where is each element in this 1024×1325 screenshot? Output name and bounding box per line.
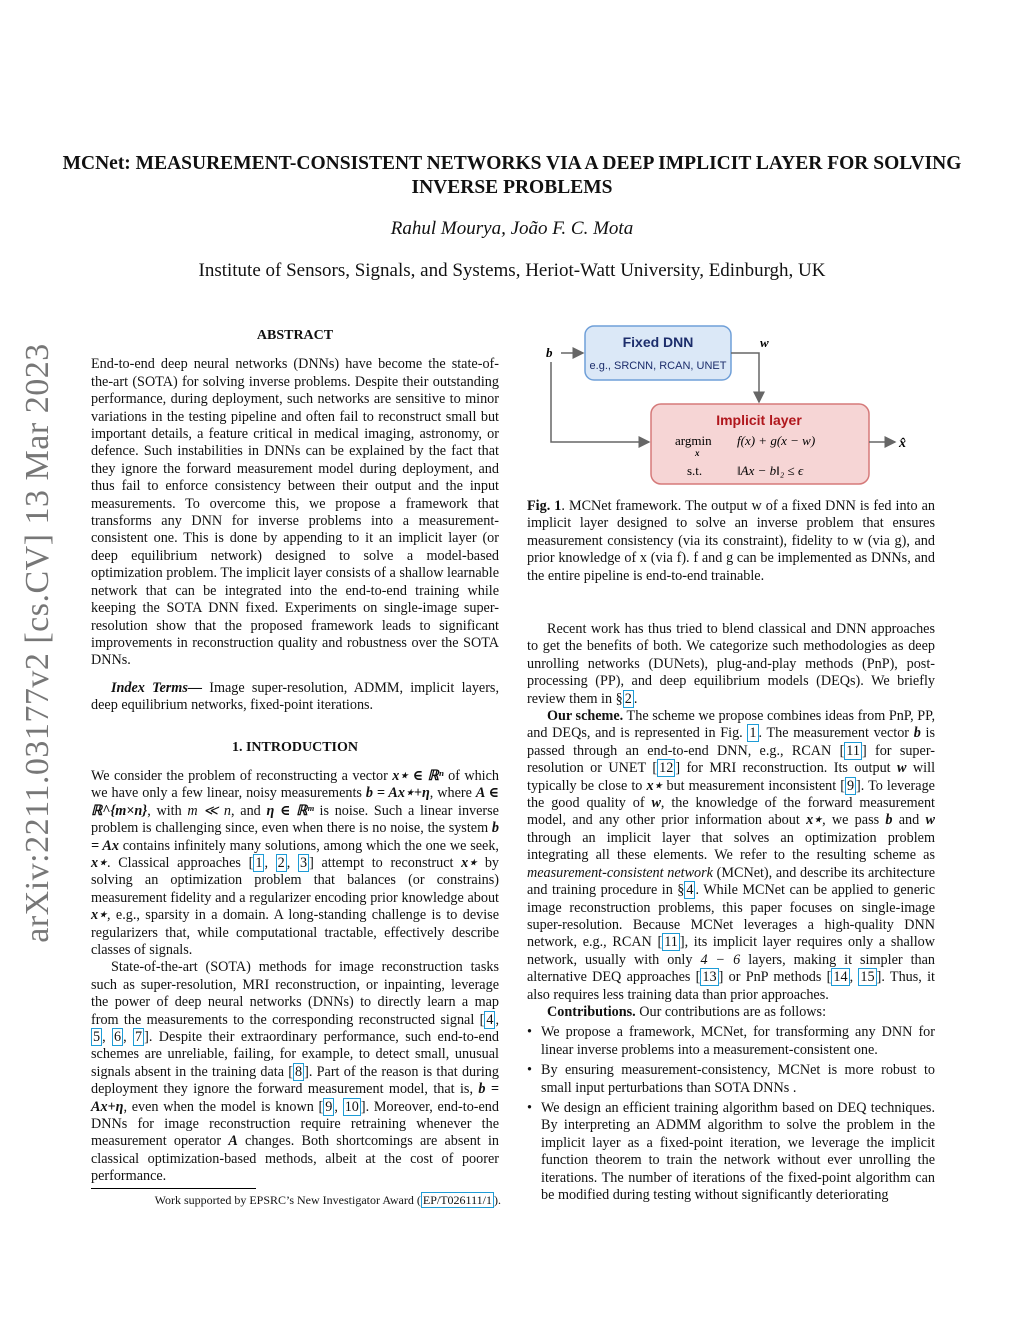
emphasis-term: measurement-consistent network: [527, 864, 713, 881]
intro-paragraph-1: We consider the problem of reconstructing a vector x⋆ ∈ ℝⁿ of which we have only a few linear, noisy measurements b = Ax⋆+η, where A ∈ ℝ^{m×n}, with m ≪ n, and η ∈ ℝᵐ is noise. Such a linear inverse problem is challenging since, even when there is no noise, the system b = Ax contains infinitely many solutions, among which the one we seek, x⋆. Classical approaches [ 1 , 2 , 3 ] attempt to reconstruct x⋆ by solving an optimization problem that balances (or constrains) measurement fidelity and a regularizer encoding prior knowledge about x⋆, e.g., sparsity in a domain. A long-standing challenge is to devise regularizers that, while computational tractable, effectively describe classes of signals.: [91, 767, 500, 958]
argmin-label: argmin: [675, 433, 712, 448]
paper-title: MCNet: MEASUREMENT-CONSISTENT NETWORKS VIA A DEEP IMPLICIT LAYER FOR SOLVING INVERSE PROBLEMS: [62, 153, 962, 198]
citation-link[interactable]: 8: [295, 1063, 303, 1080]
citation-link[interactable]: 7: [135, 1029, 143, 1046]
figure-caption-label: Fig. 1: [527, 498, 562, 514]
index-terms-text: Image super-resolution, ADMM, implicit layers, deep equilibrium networks, fixed-point iterations.: [91, 679, 499, 714]
affiliation: Institute of Sensors, Signals, and Systems, Heriot-Watt University, Edinburgh, UK: [198, 260, 826, 281]
math-inline: b = Ax⋆+η: [365, 785, 430, 802]
abstract-heading: ABSTRACT: [256, 328, 334, 343]
math-inline: m ≪ n: [187, 802, 232, 819]
index-terms: [91, 680, 499, 715]
math-inline: x⋆: [806, 812, 823, 829]
math-inline: x⋆: [646, 777, 663, 794]
authors: Rahul Mourya, João F. C. Mota: [390, 218, 634, 239]
implicit-layer-title: Implicit layer: [716, 412, 802, 428]
math-inline: η ∈ ℝᵐ: [266, 802, 314, 819]
math-inline: A: [228, 1133, 238, 1150]
intro-paragraph-2: State-of-the-art (SOTA) methods for image reconstruction tasks such as super-resolution, MRI reconstruction, or inpainting, leverage the power of deep neural networks (DNNs) to directly learn a map from the measurements to the corresponding reconstructed signal [ 4 , 5 , 6 , 7 ]. Despite their extraordinary performance, such end-to-end schemes are unreliable, failing, for example, to detect small, unusual signals absent in the training data [ 8 ]. Part of the reason is that during deployment they ignore the forward measurement model, that is, b = Ax+η, even when the model is known [ 9 , 10 ]. Moreover, end-to-end DNNs for image reconstruction require retraining whenever the measurement operator A changes. Both shortcomings are absent in classical optimization-based methods, albeit at the cost of poorer performance.: [91, 959, 500, 1185]
section-link[interactable]: 4: [686, 882, 694, 899]
citation-link[interactable]: 11: [664, 934, 678, 951]
math-inline: A ∈ ℝ^{m×n}: [91, 785, 499, 819]
math-inline: x⋆: [461, 854, 478, 871]
mcnet-framework-figure: [527, 318, 937, 490]
abstract-text: End-to-end deep neural networks (DNNs) have become the state-of-the-art (SOTA) for solving inverse problems. Despite their outstanding performance, during deployment, such networks are sensitive to minor variations in the testing pipeline and often fail to reconstruct small but important details, a feature critical in medical imaging, astronomy, or defence. Such instabilities in DNNs can be explained by the fact that they ignore the forward measurement model during deployment, and thus fail to enforce consistency between their output and the input measurements. To overcome this, we propose a framework that transforms any DNN for inverse problems into a measurement-consistent one. This is done by appending to it an implicit layer (or deep equilibrium network) designed to solve a model-based optimization problem. The implicit layer consists of a shallow learnable network that can be integrated into the end-to-end training while keeping the SOTA DNN fixed. Experiments on single-image super-resolution show that the proposed framework leads to significant improvements in reconstruction quality and robustness over the SOTA DNNs.: [91, 356, 499, 669]
index-terms-label: Index Terms—: [111, 679, 203, 696]
section-link[interactable]: 2: [624, 690, 632, 707]
citation-link[interactable]: 15: [860, 969, 875, 986]
math-inline: x⋆ ∈ ℝⁿ: [392, 767, 444, 784]
citation-link[interactable]: 9: [325, 1098, 333, 1115]
fixed-dnn-examples: e.g., SRCNN, RCAN, UNET: [589, 360, 727, 372]
fixed-dnn-title: Fixed DNN: [622, 334, 694, 350]
figure-caption: [527, 498, 935, 585]
footnote-rule: [91, 1188, 256, 1189]
math-inline: w: [897, 760, 907, 777]
right-paragraph-scheme: Our scheme. The scheme we propose combines ideas from PnP, PP, and DEQs, and is represented in Fig. 1 . The measurement vector b is passed through an end-to-end DNN, e.g., RCAN [ 11 ] for super-resolution or UNET [ 12 ] for MRI reconstruction. Its output w will typically be close to x⋆ but measurement inconsistent [ 9 ]. To leverage the good quality of w, the knowledge of the forward measurement model, and any other prior information about x⋆, we pass b and w through an implicit layer that solves an optimization problem integrating all these elements. We refer to the resulting scheme as measurement-consistent network (MCNet), and describe its architecture and training procedure in § 4 . While MCNet can be applied to generic image reconstruction problems, this paper focuses on single-image super-resolution. Because MCNet leverages a high-quality DNN network, e.g., RCAN [ 11 ], its implicit layer requires only a shallow network, usually with only 4 − 6 layers, making it simpler than alternative DEQ approaches [ 13 ] or PnP methods [ 14 , 15 ]. Thus, it also requires less training data than prior approaches.: [527, 708, 936, 1003]
arxiv-identifier: arXiv:2211.03177v2 [cs.CV] 13 Mar 2023: [19, 343, 56, 943]
citation-link[interactable]: 2: [277, 854, 285, 871]
citation-link[interactable]: 1: [255, 854, 263, 871]
math-inline: b = Ax+η: [91, 1081, 499, 1115]
objective-expression: f(x) + g(x − w): [737, 433, 816, 448]
list-item: • We design an efficient training algorithm based on DEQ techniques. By interpreting an ADMM algorithm to solve the problem in the implicit layer as a fixed-point iteration, we leverage the implicit function theorem to train the network without ever unrolling the iterations. The number of iterations of the fixed-point algorithm can be modified during testing without significantly deteriorating: [527, 1100, 935, 1204]
scheme-label: Our scheme.: [547, 708, 624, 725]
citation-link[interactable]: 10: [344, 1098, 359, 1115]
argmin-subscript: x: [695, 448, 700, 458]
right-column: [527, 621, 935, 1204]
citation-link[interactable]: 3: [300, 854, 308, 871]
contributions-list: [527, 1024, 935, 1204]
citation-link[interactable]: 4: [486, 1011, 494, 1028]
math-inline: b: [885, 812, 893, 829]
output-xhat-label: x̂: [899, 436, 906, 451]
math-inline: w: [651, 795, 661, 812]
constraint-expression: ‖Ax − b‖₂ ≤ ϵ: [737, 463, 804, 478]
math-inline: b: [913, 725, 921, 742]
contributions-label: Contributions.: [547, 1003, 636, 1020]
citation-link[interactable]: 6: [114, 1029, 122, 1046]
list-item: • We propose a framework, MCNet, for transforming any DNN for linear inverse problems into a measurement-consistent one.: [527, 1024, 935, 1059]
math-inline: x⋆: [91, 907, 107, 924]
arrow-dnn-to-implicit: [731, 353, 759, 402]
citation-link[interactable]: 5: [93, 1029, 101, 1046]
subject-to-label: s.t.: [687, 463, 703, 478]
footnote: Work supported by EPSRC’s New Investigator Award ( EP/T026111/1 ).: [154, 1193, 501, 1207]
intro-heading: 1. INTRODUCTION: [231, 739, 358, 755]
citation-link[interactable]: 9: [846, 777, 855, 794]
right-paragraph-1: Recent work has thus tried to blend classical and DNN approaches to get the benefits of both. We categorize such methodologies as deep unrolling networks (DUNets), plug-and-play methods (PnP), post-processing (PP), and deep equilibrium models (DEQs). We briefly review them in § 2 .: [527, 621, 935, 707]
output-w-label: w: [760, 335, 769, 350]
citation-link[interactable]: 12: [659, 760, 674, 777]
math-inline: x⋆: [91, 854, 107, 871]
left-column: [91, 327, 499, 1186]
citation-link[interactable]: 13: [702, 969, 717, 986]
contributions-intro: Contributions. Our contributions are as follows:: [547, 1003, 827, 1020]
input-b-label: b: [546, 345, 553, 360]
math-inline: w: [925, 812, 935, 829]
list-item: • By ensuring measurement-consistency, MCNet is more robust to small input perturbations than SOTA DNNs .: [527, 1062, 935, 1097]
citation-link[interactable]: 14: [833, 969, 848, 986]
citation-link[interactable]: 11: [846, 742, 860, 759]
math-inline: b = Ax: [91, 820, 499, 854]
math-inline: 4 − 6: [700, 951, 741, 968]
figure-link[interactable]: 1: [749, 725, 757, 742]
grant-link[interactable]: EP/T026111/1: [422, 1193, 492, 1207]
figure-caption-text: . MCNet framework. The output w of a fixed DNN is fed into an implicit layer designed to solve an inverse problem that ensures measurement consistency (via its constraint), fidelity to w (via g), and prior knowledge of x (via f). f and g can be implemented as DNNs, and the entire pipeline is end-to-end trainable.: [527, 498, 935, 584]
